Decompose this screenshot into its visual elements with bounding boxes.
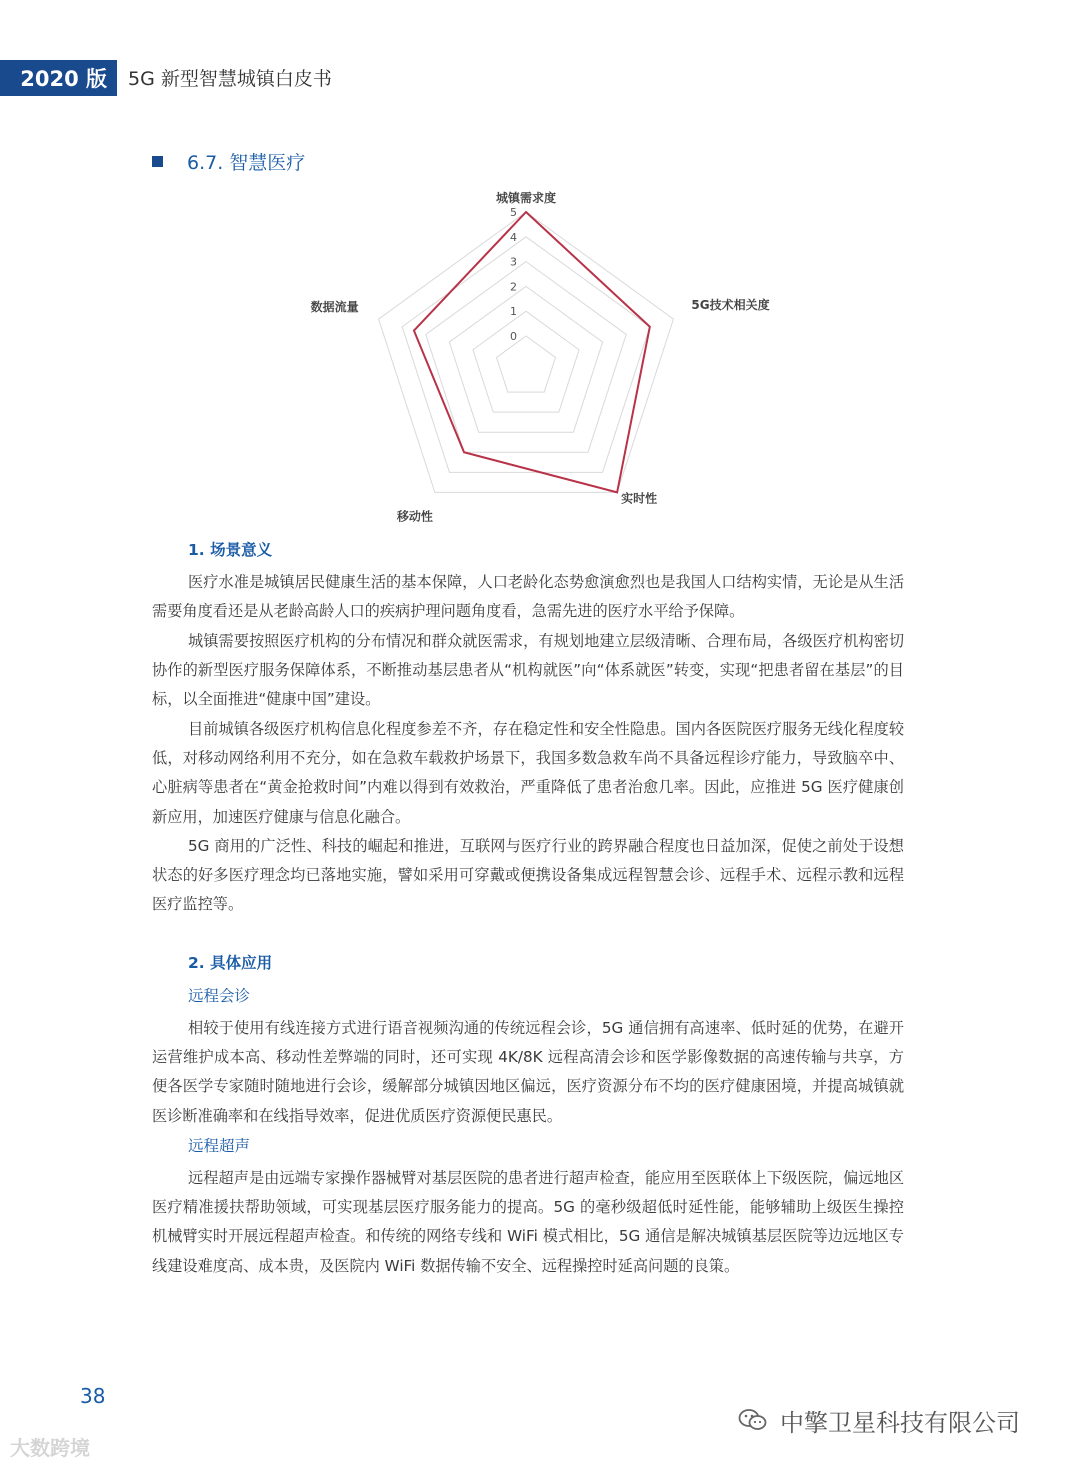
tick-label: 1 xyxy=(510,305,517,319)
axis-label: 移动性 xyxy=(396,509,433,524)
axis-label: 实时性 xyxy=(621,491,658,506)
item-title-remote-ultrasound: 远程超声 xyxy=(188,1137,251,1155)
header-edition: 2020 版 xyxy=(0,60,117,96)
subsection-title-1: 1. 场景意义 xyxy=(188,541,273,559)
grid-ring xyxy=(449,286,602,432)
item-title-remote-consultation: 远程会诊 xyxy=(188,987,251,1005)
grid-ring xyxy=(497,336,556,392)
paragraph: 相较于使用有线连接方式进行语音视频沟通的传统远程会诊，5G 通信拥有高速率、低时延的优势，在避开运营维护成本高、移动性差弊端的同时，还可实现 4K/8K 远程高清会诊和医学影像数据的高速传输与共享，方便各医学专家随时随地进行会诊，缓解部分城镇因地区偏远，医疗资源分布不均的医疗健康困境，并提高城镇就医诊断准确率和在线指导效率，促进优质医疗资源便民惠民。 xyxy=(152,1019,904,1125)
axis-label: 城镇需求度 xyxy=(495,191,557,205)
tick-label: 3 xyxy=(510,255,517,269)
tick-label: 5 xyxy=(510,206,517,219)
paragraph: 远程超声是由远端专家操作器械臂对基层医院的患者进行超声检查，能应用至医联体上下级医院，偏远地区医疗精准援扶帮助领域，可实现基层医疗服务能力的提高。5G 的毫秒级超低时延性能，能够辅助上级医生操控机械臂实时开展远程超声检查。和传统的网络专线和 WiFi 模式相比，5G 通信是解决城镇基层医院等边远地区专线建设难度高、成本贵，及医院内 WiFi 数据传输不安全、远程操控时延高问题的良策。 xyxy=(152,1169,904,1275)
axis-label: 5G技术相关度 xyxy=(691,298,770,313)
page-number: 38 xyxy=(80,1384,106,1408)
tick-label: 2 xyxy=(510,280,517,294)
tick-label: 4 xyxy=(510,230,517,244)
radar-chart xyxy=(300,180,780,524)
wechat-icon xyxy=(738,1407,768,1433)
paragraph: 医疗水准是城镇居民健康生活的基本保障，人口老龄化态势愈演愈烈也是我国人口结构实情，无论是从生活需要角度看还是从老龄高龄人口的疾病护理问题角度看，急需先进的医疗水平给予保障。 xyxy=(152,573,904,621)
subsection-title-2: 2. 具体应用 xyxy=(188,954,273,972)
section-heading xyxy=(152,146,305,176)
header-title: 5G 新型智慧城镇白皮书 xyxy=(128,68,332,90)
section-title: 6.7. 智慧医疗 xyxy=(187,151,306,174)
paragraph: 5G 商用的广泛性、科技的崛起和推进，互联网与医疗行业的跨界融合程度也日益加深，促使之前处于设想状态的好多医疗理念均已落地实施，譬如采用可穿戴或便携设备集成远程智慧会诊、远程手术、远程示教和远程医疗监控等。 xyxy=(152,837,904,914)
grid-ring xyxy=(402,237,650,473)
axis-label: 数据流量 xyxy=(310,300,359,315)
paragraph: 目前城镇各级医疗机构信息化程度参差不齐，存在稳定性和安全性隐患。国内各医院医疗服务无线化程度较低，对移动网络利用不充分，如在急救车载救护场景下，我国多数急救车尚不具备远程诊疗能力，导致脑卒中、心脏病等患者在“黄金抢救时间”内难以得到有效救治，严重降低了患者治愈几率。因此，应推进 5G 医疗健康创新应用，加速医疗健康与信息化融合。 xyxy=(152,720,904,826)
grid-ring xyxy=(426,262,626,453)
watermark-left: 大数跨境 xyxy=(10,1436,90,1460)
section-bullet-icon xyxy=(152,156,163,167)
paragraph: 城镇需要按照医疗机构的分布情况和群众就医需求，有规划地建立层级清晰、合理布局，各级医疗机构密切协作的新型医疗服务保障体系，不断推动基层患者从“机构就医”向“体系就医”转变，实现“把患者留在基层”的目标，以全面推进“健康中国”建设。 xyxy=(152,632,904,709)
watermark-company: 中擎卫星科技有限公司 xyxy=(780,1408,1020,1437)
tick-label: 0 xyxy=(510,330,517,343)
grid-ring xyxy=(473,311,579,412)
watermark-right xyxy=(738,1402,1020,1438)
series-polygon xyxy=(414,212,650,492)
